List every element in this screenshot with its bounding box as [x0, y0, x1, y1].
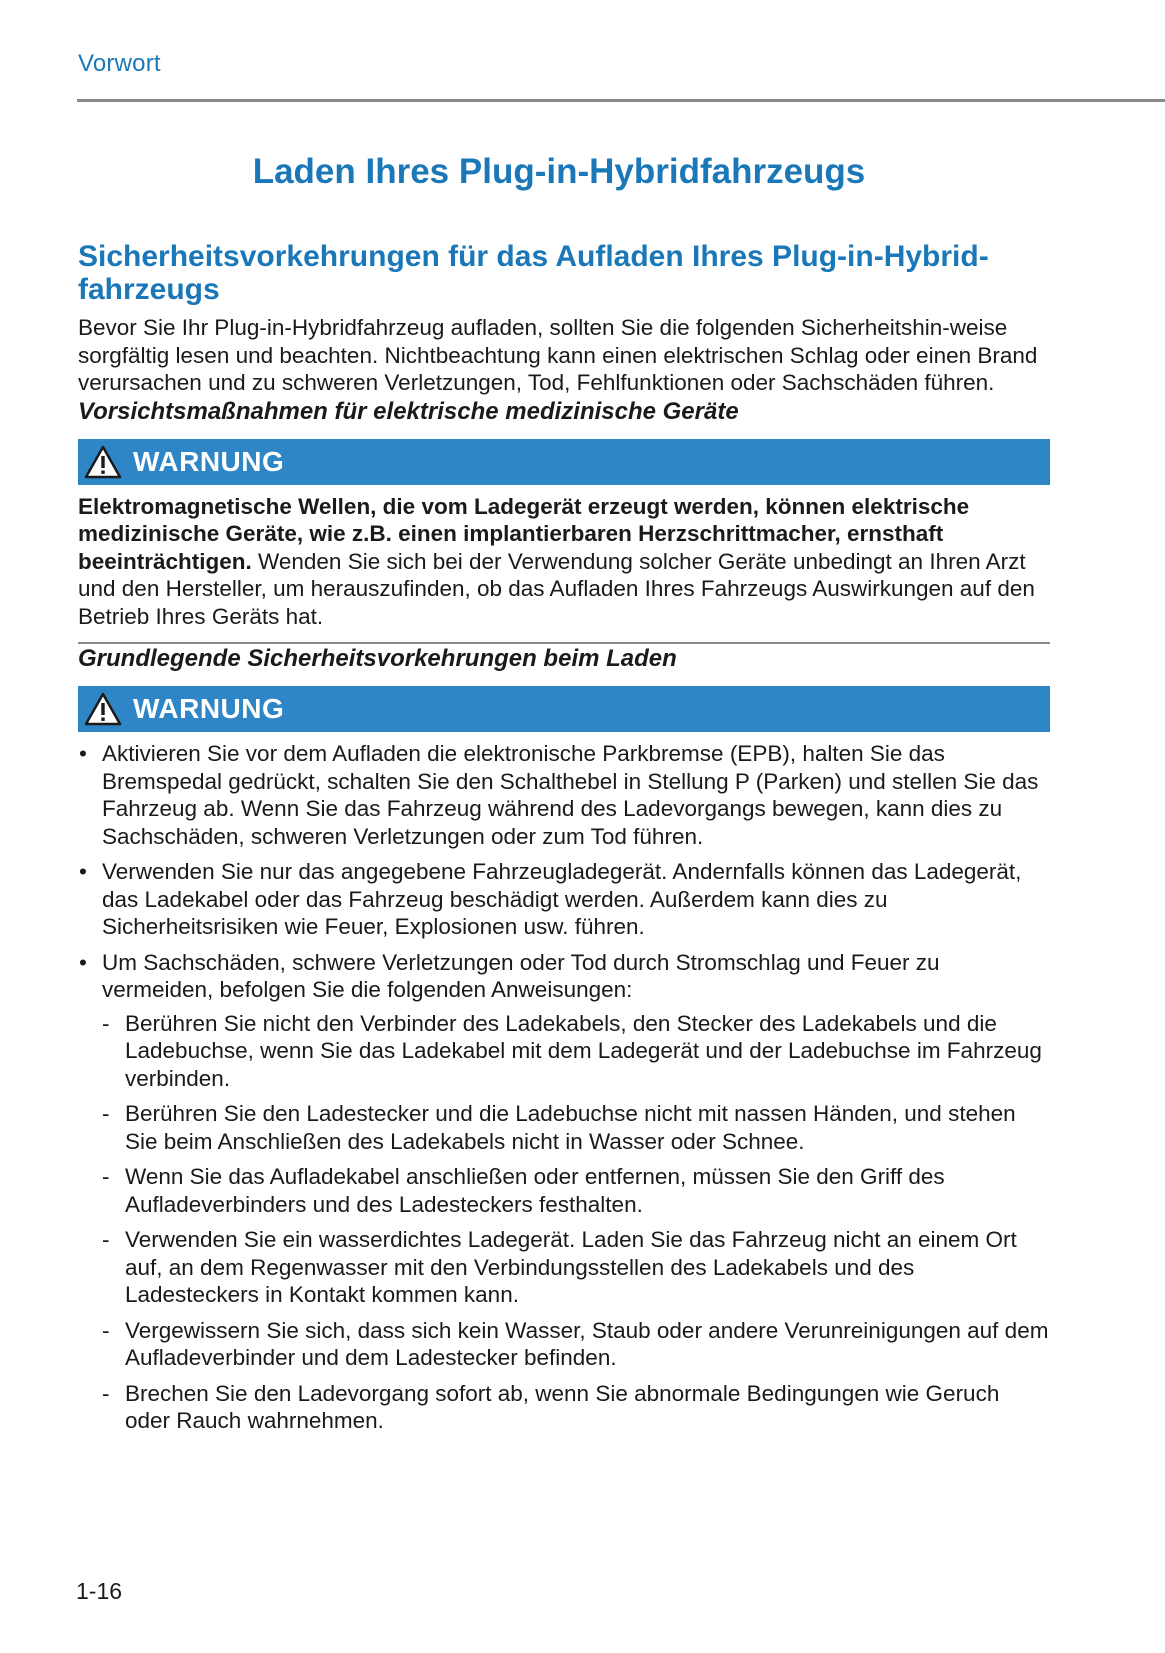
warning-label: WARNUNG — [133, 445, 285, 477]
list-item-text: Um Sachschäden, schwere Verletzungen oder Tod durch Stromschlag und Feuer zu vermeiden, befolgen Sie die folgenden Anweisungen: — [102, 949, 940, 1002]
sub-list-item: - Brechen Sie den Ladevorgang sofort ab, wenn Sie abnormale Bedingungen wie Geruch oder Rauch wahrnehmen. — [102, 1380, 1050, 1435]
sub-list-item: - Berühren Sie den Ladestecker und die Ladebuchse nicht mit nassen Händen, und stehen Sie beim Anschließen des Ladekabels nicht in Wasser oder Schnee. — [102, 1100, 1050, 1155]
sub-list-item: - Vergewissern Sie sich, dass sich kein Wasser, Staub oder andere Verunreinigungen auf dem Aufladeverbinder und dem Ladestecker befinden. — [102, 1317, 1050, 1372]
instruction-sublist — [102, 1010, 1050, 1435]
warning-detail: Wenden Sie sich bei der Verwendung solcher Geräte unbedingt an Ihren Arzt und den Hersteller, um herauszufinden, ob das Aufladen Ihres Fahrzeugs Auswirkungen auf den Betrieb Ihres Geräts hat. — [78, 548, 1035, 629]
warning-text-medical — [78, 493, 1050, 631]
warning-triangle-icon — [84, 691, 122, 727]
warning-label: WARNUNG — [133, 693, 285, 724]
section-title — [78, 240, 1050, 306]
sub-list-item: - Wenn Sie das Aufladekabel anschließen oder entfernen, müssen Sie den Griff des Aufladeverbinders und des Ladesteckers festhalten. — [102, 1163, 1050, 1218]
list-item: • Aktivieren Sie vor dem Aufladen die elektronische Parkbremse (EPB), halten Sie das Bremspedal gedrückt, schalten Sie den Schalthebel in Stellung P (Parken) und stellen Sie das Fahrzeug ab. Wenn Sie das Fahrzeug während des Ladevorgangs bewegen, kann dies zu Sachschäden, schweren Verletzungen oder zum Tod führen. — [78, 740, 1050, 850]
header-divider — [77, 99, 1165, 102]
section-label: Vorwort — [78, 50, 161, 77]
section-title-line1: Sicherheitsvorkehrungen für das Aufladen Ihres Plug-in-Hybrid- — [78, 240, 989, 273]
list-item: • Verwenden Sie nur das angegebene Fahrzeugladegerät. Andernfalls können das Ladegerät, das Ladekabel oder das Fahrzeug beschädigt werden. Außerdem kann dies zu Sicherheitsrisiken wie Feuer, Explosionen usw. führen. — [78, 858, 1050, 941]
sub-list-item: - Berühren Sie nicht den Verbinder des Ladekabels, den Stecker des Ladekabels und die Ladebuchse, wenn Sie das Ladekabel mit dem Ladegerät und der Ladebuchse im Fahrzeug verbinden. — [102, 1010, 1050, 1093]
section-title-line2: fahrzeugs — [78, 273, 220, 306]
intro-paragraph: Bevor Sie Ihr Plug-in-Hybridfahrzeug aufladen, sollten Sie die folgenden Sicherheitshin-weise sorgfältig lesen und beachten. Nichtbeachtung kann einen elektrischen Schlag oder einen Brand verursachen und zu schweren Verletzungen, Tod, Fehlfunktionen oder Sachschäden führen. — [78, 315, 1038, 395]
list-item — [78, 949, 1050, 1435]
warning-banner-medical — [78, 439, 1050, 485]
page-number: 1-16 — [76, 1578, 123, 1604]
page-title: Laden Ihres Plug-in-Hybridfahrzeugs — [252, 152, 866, 191]
sub-list-item: - Verwenden Sie ein wasserdichtes Ladegerät. Laden Sie das Fahrzeug nicht an einem Ort auf, an dem Regenwasser mit den Verbindungsstellen des Ladekabels und des Ladesteckers in Kontakt kommen kann. — [102, 1226, 1050, 1309]
page-content — [78, 150, 1050, 1443]
warning-triangle-icon — [84, 444, 122, 480]
safety-bullet-list — [78, 740, 1050, 1435]
basic-safety-heading: Grundlegende Sicherheitsvorkehrungen beim Laden — [78, 645, 677, 672]
medical-devices-heading: Vorsichtsmaßnahmen für elektrische medizinische Geräte — [78, 397, 739, 425]
warning-banner-basic — [78, 686, 1050, 732]
warning-emphasis: Elektromagnetische Wellen, die vom Ladegerät erzeugt werden, können elektrische medizinische Geräte, wie z.B. einen implantierbaren Herzschrittmacher, ernsthaft beeinträchtigen. — [78, 493, 970, 574]
